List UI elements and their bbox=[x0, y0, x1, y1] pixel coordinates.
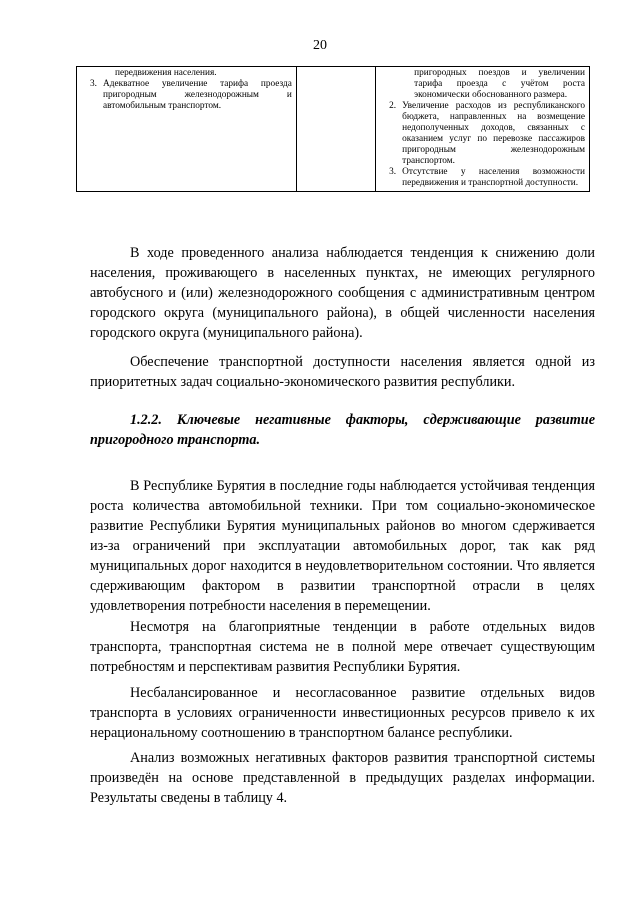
page-number: 20 bbox=[313, 38, 327, 53]
paragraph-text: Анализ возможных негативных факторов развития транспортной системы произведён на основе представленной в предыдущих разделах информации. Результаты сведены в таблицу 4. bbox=[90, 750, 595, 806]
list-item bbox=[380, 101, 585, 167]
continued-table bbox=[76, 66, 590, 192]
table-cell-right bbox=[376, 67, 590, 192]
list-item-text: Адекватное увеличение тарифа проезда пригородным железнодорожным и автомобильным транспортом. bbox=[103, 79, 292, 111]
paragraph-text: Обеспечение транспортной доступности населения является одной из приоритетных задач социально-экономического развития республики. bbox=[90, 354, 595, 390]
section-heading: 1.2.2. Ключевые негативные факторы, сдерживающие развитие пригородного транспорта. bbox=[90, 412, 595, 448]
list-item-text: Отсутствие у населения возможности передвижения и транспортной доступности. bbox=[402, 167, 585, 188]
table-cell-middle bbox=[296, 67, 375, 192]
paragraph-transport-system bbox=[90, 617, 595, 677]
list-item-number: 3. bbox=[90, 79, 97, 89]
paragraph-text: В Республике Бурятия в последние годы наблюдается устойчивая тенденция роста количества автомобильной техники. При том социально-экономическое развитие Республики Бурятия муниципальных районов во многом сдерживается из-за ограничений при эксплуатации автомобильных дорог, так как ряд муниципальных дорог находится в неудовлетворительном состоянии. Что является сдерживающим фактором в развитии транспортной отрасли в целях удовлетворения потребности населения в перемещении. bbox=[90, 478, 595, 614]
table-cell-left bbox=[77, 67, 297, 192]
right-cell-lead: пригородных поездов и увеличении тарифа проезда с учётом роста экономически обоснованного размера. bbox=[414, 68, 585, 100]
list-item bbox=[81, 79, 292, 112]
table-row bbox=[77, 67, 590, 192]
paragraph-text: Несмотря на благоприятные тенденции в работе отдельных видов транспорта, транспортная система не в полной мере отвечает существующим потребностям и перспективам развития Республики Бурятия. bbox=[90, 619, 595, 675]
paragraph-text: В ходе проведенного анализа наблюдается тенденция к снижению доли населения, проживающего в населенных пунктах, не имеющих регулярного автобусного и (или) железнодорожного сообщения с административным центром городского округа (муниципального района), в общей численности населения городского округа (муниципального района). bbox=[90, 245, 595, 341]
list-item-number: 2. bbox=[389, 101, 397, 111]
list-item bbox=[380, 167, 585, 189]
paragraph-text: Несбалансированное и несогласованное развитие отдельных видов транспорта в условиях ограниченности инвестиционных ресурсов привело к их нерациональному соотношению в транспортном балансе республики. bbox=[90, 685, 595, 741]
paragraph-analysis-summary bbox=[90, 748, 595, 808]
list-item-text: Увеличение расходов из республиканского бюджета, направленных на возмещение недополученных доходов, связанных с оказанием услуг по перевозке пассажиров пригородным железнодорожным транспортом. bbox=[402, 101, 585, 166]
paragraph-transport-accessibility bbox=[90, 352, 595, 392]
left-cell-lead: передвижения населения. bbox=[115, 68, 217, 78]
list-item-number: 3. bbox=[389, 167, 397, 177]
paragraph-unbalanced-development bbox=[90, 683, 595, 743]
paragraph-population-trend bbox=[90, 243, 595, 343]
paragraph-vehicle-growth bbox=[90, 476, 595, 616]
